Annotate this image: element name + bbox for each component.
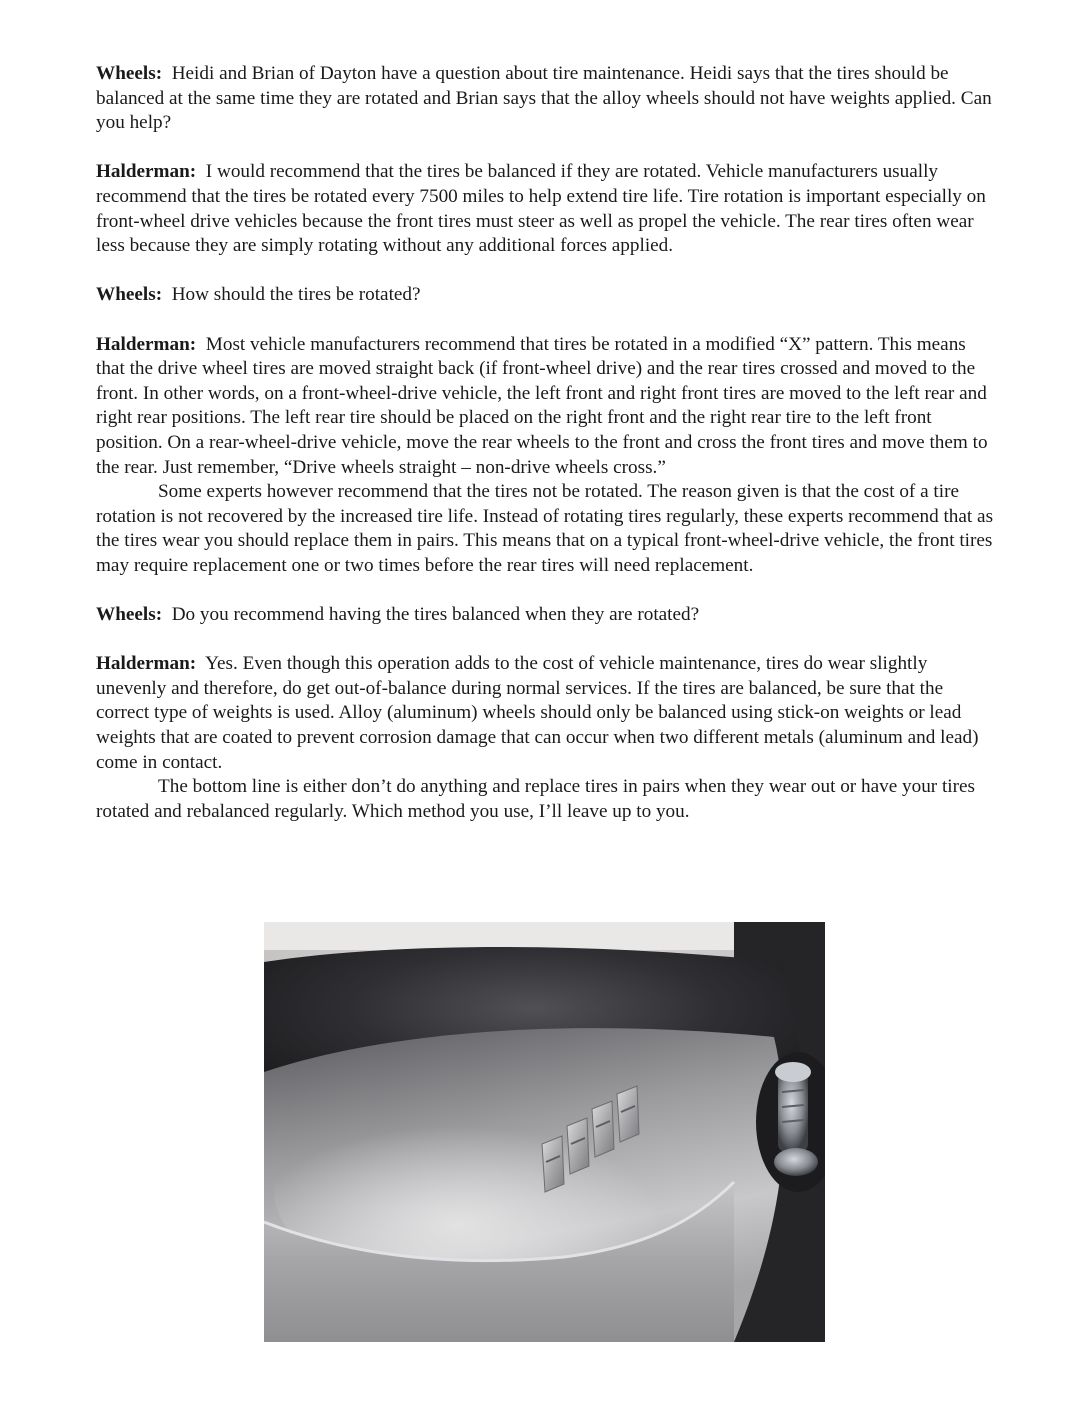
question-text: Heidi and Brian of Dayton have a question about tire maintenance. Heidi says that the tires should be balanced at the same time they are rotated and Brian says that the alloy wheels should not have weights applied. Can you help? bbox=[96, 63, 992, 134]
speaker-label: Wheels: bbox=[96, 63, 163, 84]
qa-answer bbox=[96, 652, 996, 775]
qa-answer bbox=[96, 333, 996, 481]
answer-text: Yes. Even though this operation adds to the cost of vehicle maintenance, tires do wear slightly unevenly and therefore, do get out-of-balance during normal services. If the tires are balanced, be sure that the correct type of weights is used. Alloy (aluminum) wheels should only be balanced using stick-on weights or lead weights that are coated to prevent corrosion damage that can occur when two different metals (aluminum and lead) come in contact. bbox=[96, 653, 979, 773]
speaker-label: Halderman: bbox=[96, 161, 197, 183]
speaker-label: Halderman: bbox=[96, 653, 197, 675]
answer-text: Most vehicle manufacturers recommend that tires be rotated in a modified “X” pattern. This means that the drive wheel tires are moved straight back (if front-wheel drive) and the rear tires crossed and moved to the front. In other words, on a front-wheel-drive vehicle, the left front and right front tires are moved to the left rear and right rear positions. The left rear tire should be placed on the right front and the right rear tire to the left front position. On a rear-wheel-drive vehicle, move the rear wheels to the front and cross the front tires and move them to the rear. Just remember, “Drive wheels straight – non-drive wheels cross.” bbox=[96, 333, 988, 478]
question-text: How should the tires be rotated? bbox=[171, 284, 421, 306]
qa-question bbox=[96, 62, 996, 136]
answer-continuation: The bottom line is either don’t do anything and replace tires in pairs when they wear out or have your tires rotated and rebalanced regularly. Which method you use, I’ll leave up to you. bbox=[96, 776, 976, 822]
answer-continuation: Some experts however recommend that the tires not be rotated. The reason given is that the cost of a tire rotation is not recovered by the increased tire life. Instead of rotating tires regularly, these experts recommend that as the tires wear you should replace them in pairs. This means that on a typical front-wheel-drive vehicle, the front tires may require replacement one or two times before the rear tires will need replacement. bbox=[96, 481, 994, 576]
speaker-label: Wheels: bbox=[96, 284, 163, 306]
qa-question bbox=[96, 283, 996, 308]
qa-question bbox=[96, 603, 996, 628]
alloy-wheel-stick-on-weights-photo bbox=[264, 922, 825, 1342]
question-text: Do you recommend having the tires balanced when they are rotated? bbox=[171, 604, 700, 626]
answer-text: I would recommend that the tires be balanced if they are rotated. Vehicle manufacturers usually recommend that the tires be rotated every 7500 miles to help extend tire life. Tire rotation is important especially on front-wheel drive vehicles because the front tires must steer as well as propel the vehicle. The rear tires often wear less because they are simply rotating without any additional forces applied. bbox=[96, 161, 986, 257]
qa-answer bbox=[96, 160, 996, 258]
speaker-label: Halderman: bbox=[96, 333, 197, 355]
article-body bbox=[96, 62, 996, 824]
speaker-label: Wheels: bbox=[96, 604, 163, 626]
